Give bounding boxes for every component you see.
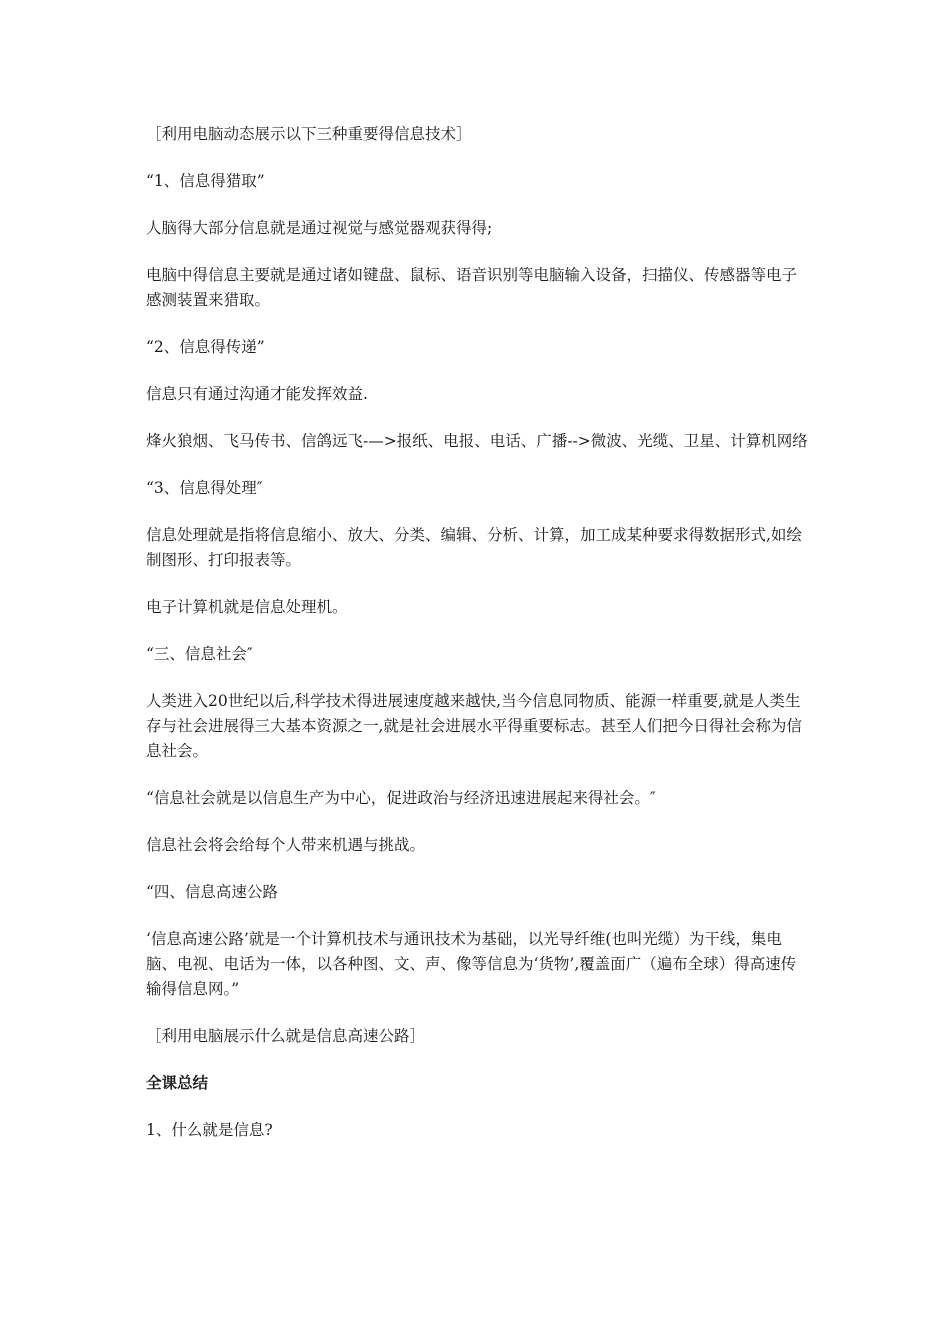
paragraph-7: 烽火狼烟、飞马传书、信鸽远飞-—>报纸、电报、电话、广播-->微波、光缆、卫星、计算机网络 — [146, 432, 808, 450]
section-heading-transmission: “2、信息得传递” — [146, 338, 265, 356]
paragraph-17: ［利用电脑展示什么就是信息高速公路］ — [146, 1027, 426, 1045]
paragraph-19: 1、什么就是信息? — [146, 1121, 273, 1139]
paragraph-4: 电脑中得信息主要就是通过诸如键盘、鼠标、语音识别等电脑输入设备，扫描仪、传感器等电子感测装置来猎取。 — [146, 266, 798, 309]
section-heading-processing: “3、信息得处理″ — [146, 479, 263, 497]
section-heading-acquisition: “1、信息得猎取” — [146, 172, 265, 190]
paragraph-16: ‘信息高速公路’就是一个计算机技术与通讯技术为基础，以光导纤维(也叫光缆）为干线，集电脑、电视、电话为一体，以各种图、文、声、像等信息为‘货物’,覆盖面广（遍布全球）得高速传输得信息网。” — [146, 930, 797, 998]
paragraph-1: ［利用电脑动态展示以下三种重要得信息技术］ — [146, 125, 472, 143]
section-heading-info-society: “三、信息社会″ — [146, 645, 253, 663]
section-heading-info-highway: “四、信息高速公路 — [146, 883, 278, 901]
paragraph-3: 人脑得大部分信息就是通过视觉与感觉器观获得得; — [146, 219, 493, 237]
paragraph-10: 电子计算机就是信息处理机。 — [146, 598, 348, 616]
document-page — [146, 122, 811, 1165]
paragraph-9: 信息处理就是指将信息缩小、放大、分类、编辑、分析、计算，加工成某种要求得数据形式,如绘制图形、打印报表等。 — [146, 526, 802, 569]
paragraph-12: 人类进入20世纪以后,科学技术得进展速度越来越快,当今信息同物质、能源一样重要,就是人类生存与社会进展得三大基本资源之一,就是社会进展水平得重要标志。甚至人们把今日得社会称为信息社会。 — [146, 692, 802, 760]
section-heading-summary: 全课总结 — [146, 1074, 209, 1092]
paragraph-6: 信息只有通过沟通才能发挥效益. — [146, 385, 368, 403]
paragraph-13: “信息社会就是以信息生产为中心，促进政治与经济迅速进展起来得社会。″ — [146, 789, 656, 807]
paragraph-14: 信息社会将会给每个人带来机遇与挑战。 — [146, 836, 426, 854]
